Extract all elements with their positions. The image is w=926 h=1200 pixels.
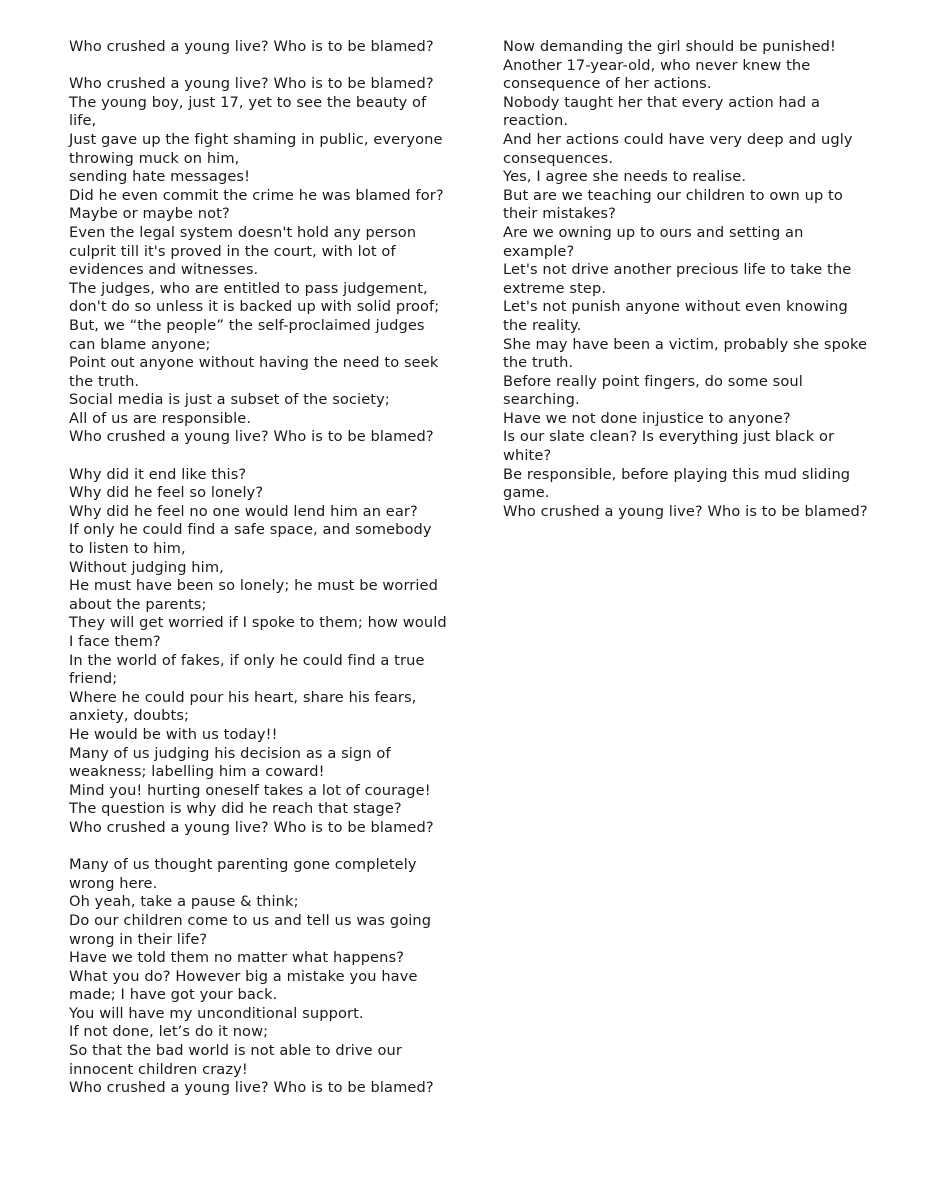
- stanza: [503, 38, 875, 521]
- stanza: [69, 856, 447, 1098]
- poem-line: Another 17-year-old, who never knew the consequence of her actions.: [503, 56, 811, 93]
- poem-line: Who crushed a young live? Who is to be blamed?: [69, 1079, 434, 1097]
- poem-line: Even the legal system doesn't hold any person culprit till it's proved in the court, with lot of evidences and witnesses.: [69, 223, 417, 279]
- poem-line: If not done, let’s do it now;: [69, 1023, 269, 1041]
- poem-line: Without judging him,: [69, 558, 224, 576]
- poem-line: You will have my unconditional support.: [69, 1004, 364, 1022]
- poem-line: Be responsible, before playing this mud sliding game.: [503, 465, 851, 502]
- poem-line: Let's not drive another precious life to take the extreme step.: [503, 261, 852, 297]
- poem-line: Is our slate clean? Is everything just black or white?: [503, 428, 835, 465]
- poem-line: sending hate messages!: [69, 168, 251, 186]
- poem-line: Oh yeah, take a pause & think;: [69, 893, 299, 911]
- poem-line: The judges, who are entitled to pass judgement, don't do so unless it is backed up with solid proof;: [69, 279, 440, 316]
- poem-line: Did he even commit the crime he was blamed for?: [69, 186, 444, 204]
- poem-line: Who crushed a young live? Who is to be blamed?: [69, 38, 434, 55]
- poem-line: Where he could pour his heart, share his fears, anxiety, doubts;: [69, 688, 417, 725]
- poem-line: Have we told them no matter what happens?: [69, 949, 405, 967]
- poem-line: Nobody taught her that every action had a reaction.: [503, 93, 821, 130]
- poem-line: What you do? However big a mistake you have made; I have got your back.: [69, 967, 418, 1004]
- poem-line: Many of us judging his decision as a sign of weakness; labelling him a coward!: [69, 744, 391, 781]
- stanza: [69, 75, 447, 447]
- poem-line: Who crushed a young live? Who is to be blamed?: [503, 502, 868, 520]
- poem-line: Why did it end like this?: [69, 465, 247, 483]
- poem-line: But, we “the people” the self-proclaimed judges can blame anyone;: [69, 316, 425, 353]
- poem-line: The question is why did he reach that stage?: [69, 800, 402, 818]
- poem-line: Have we not done injustice to anyone?: [503, 409, 791, 427]
- poem-line: And her actions could have very deep and ugly consequences.: [503, 130, 853, 167]
- poem-line: He would be with us today!!: [69, 725, 278, 743]
- poem-line: Why did he feel no one would lend him an ear?: [69, 502, 418, 520]
- poem-right-column: [503, 38, 875, 540]
- poem-left-column: [69, 38, 447, 1116]
- poem-line: Now demanding the girl should be punished!: [503, 38, 836, 55]
- poem-line: Why did he feel so lonely?: [69, 484, 264, 502]
- stanza: [69, 466, 447, 838]
- poem-line: The young boy, just 17, yet to see the beauty of life,: [69, 93, 427, 130]
- poem-line: Many of us thought parenting gone completely wrong here.: [69, 856, 417, 892]
- poem-line: If only he could find a safe space, and somebody to listen to him,: [69, 521, 432, 558]
- poem-line: Maybe or maybe not?: [69, 205, 230, 223]
- poem-line: Social media is just a subset of the society;: [69, 391, 390, 409]
- poem-line: Let's not punish anyone without even knowing the reality.: [503, 298, 848, 334]
- poem-line: Do our children come to us and tell us was going wrong in their life?: [69, 911, 432, 948]
- poem-line: They will get worried if I spoke to them; how would I face them?: [69, 614, 447, 650]
- poem-line: Who crushed a young live? Who is to be blamed?: [69, 818, 434, 836]
- poem-line: She may have been a victim, probably she spoke the truth.: [503, 335, 868, 372]
- poem-line: Who crushed a young live? Who is to be blamed?: [69, 75, 434, 93]
- poem-line: But are we teaching our children to own up to their mistakes?: [503, 186, 843, 223]
- poem-line: Point out anyone without having the need to seek the truth.: [69, 354, 439, 390]
- poem-line: So that the bad world is not able to drive our innocent children crazy!: [69, 1042, 402, 1078]
- poem-line: All of us are responsible.: [69, 409, 252, 427]
- poem-line: Yes, I agree she needs to realise.: [503, 168, 747, 186]
- poem-line: Just gave up the fight shaming in public, everyone throwing muck on him,: [69, 130, 443, 167]
- poem-line: He must have been so lonely; he must be worried about the parents;: [69, 577, 438, 613]
- poem-line: In the world of fakes, if only he could find a true friend;: [69, 651, 425, 688]
- poem-line: Who crushed a young live? Who is to be blamed?: [69, 428, 434, 446]
- poem-line: Before really point fingers, do some soul searching.: [503, 372, 803, 409]
- poem-line: Mind you! hurting oneself takes a lot of courage!: [69, 781, 431, 799]
- stanza: [69, 38, 447, 57]
- poem-line: Are we owning up to ours and setting an example?: [503, 223, 804, 260]
